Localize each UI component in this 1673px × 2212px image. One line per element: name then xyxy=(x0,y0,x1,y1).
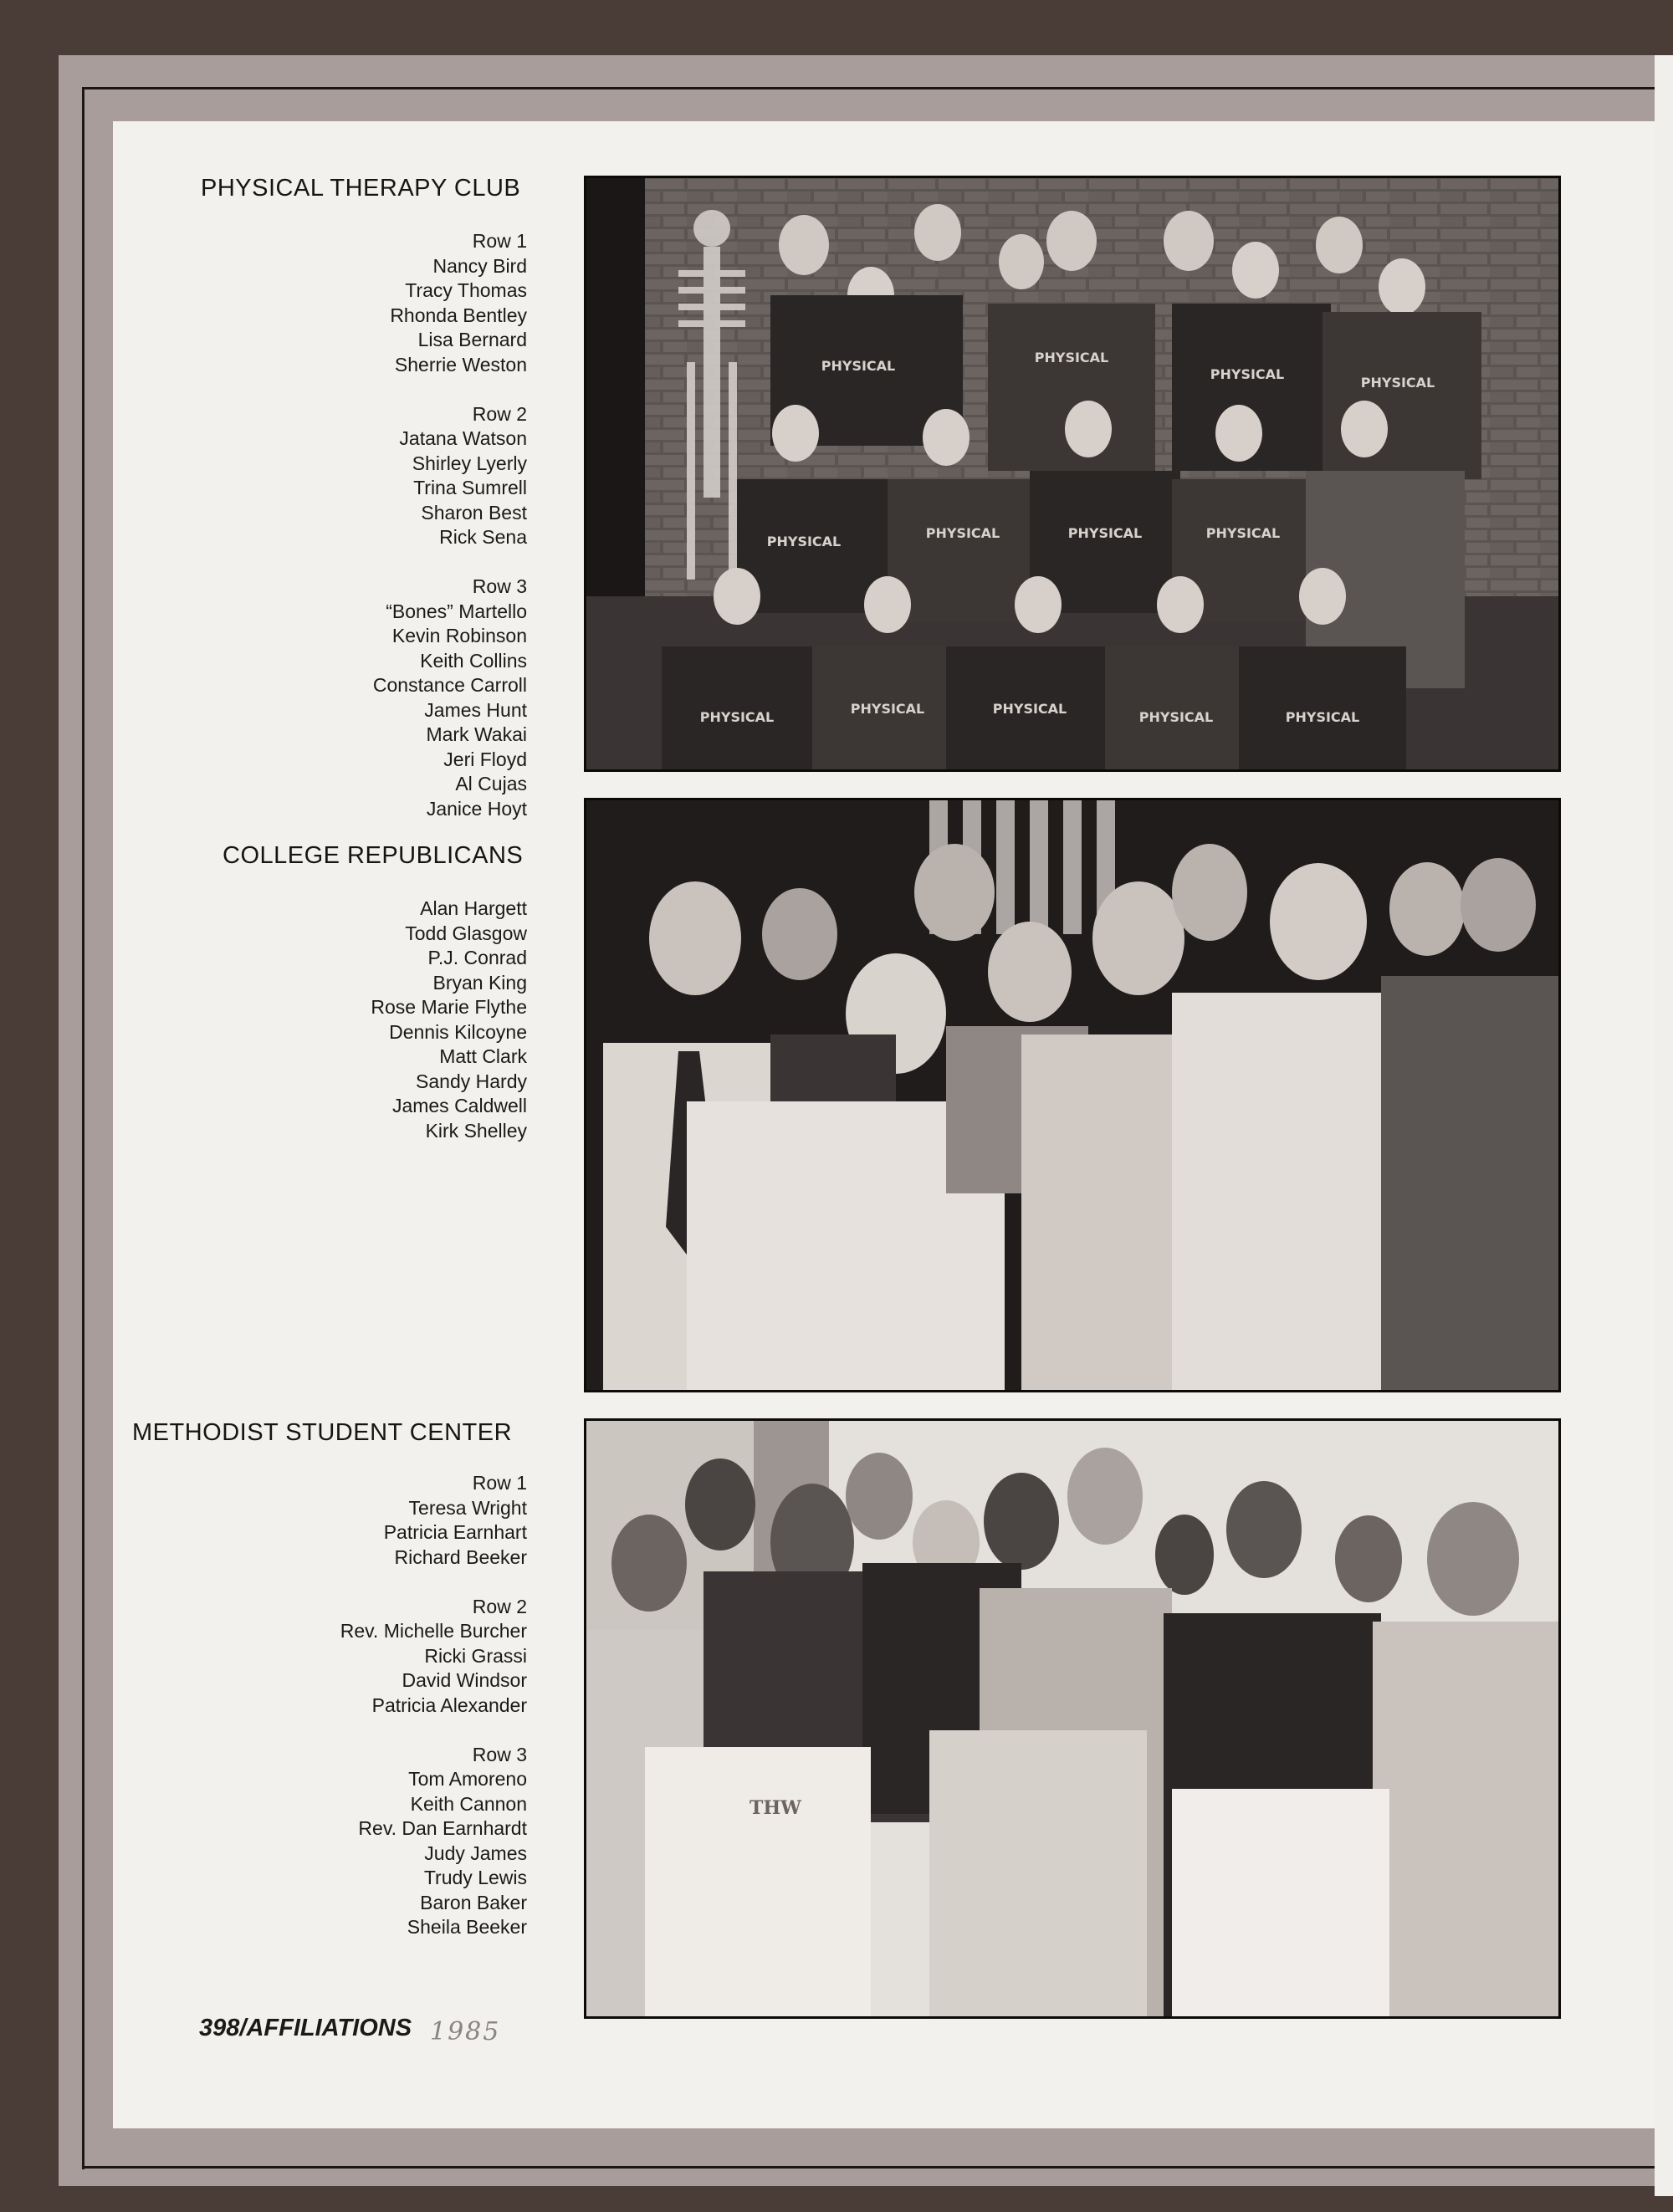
member-name: Sheila Beeker xyxy=(407,1916,527,1938)
caption-college-republicans xyxy=(371,897,527,1143)
shirt-print: PHYSICAL xyxy=(850,701,925,717)
shirt-print: PHYSICAL xyxy=(1285,709,1360,725)
member-name: Tracy Thomas xyxy=(405,279,527,301)
shirt-print: PHYSICAL xyxy=(1067,525,1143,541)
shirt-print: PHYSICAL xyxy=(766,534,842,549)
row-label: Row 2 xyxy=(472,1595,527,1617)
member-name: Constance Carroll xyxy=(372,674,527,696)
member-name: Rev. Dan Earnhardt xyxy=(358,1817,527,1839)
member-name: Todd Glasgow xyxy=(405,922,527,944)
member-name: Sharon Best xyxy=(421,501,527,524)
shirt-print: PHYSICAL xyxy=(821,358,896,374)
shirt-print: PHYSICAL xyxy=(1138,709,1214,725)
frame-rule-bottom xyxy=(82,2166,1655,2169)
member-name: “Bones” Martello xyxy=(386,600,527,622)
row-label: Row 2 xyxy=(472,402,527,425)
row-label: Row 3 xyxy=(472,1743,527,1765)
member-name: James Hunt xyxy=(424,698,527,721)
caption-physical-therapy xyxy=(373,229,527,821)
member-name: Sherrie Weston xyxy=(394,353,527,375)
row-label: Row 1 xyxy=(472,230,527,252)
member-name: Richard Beeker xyxy=(394,1545,527,1568)
member-name: Jatana Watson xyxy=(399,427,527,449)
member-name: Judy James xyxy=(424,1842,527,1864)
member-name: Baron Baker xyxy=(420,1891,527,1913)
member-name: Ricki Grassi xyxy=(424,1644,527,1667)
member-name: Janice Hoyt xyxy=(426,797,527,820)
member-name: Nancy Bird xyxy=(432,254,527,277)
shirt-print: PHYSICAL xyxy=(1034,350,1109,365)
member-name: Patricia Earnhart xyxy=(383,1521,527,1543)
member-name: Lisa Bernard xyxy=(417,329,527,350)
caption-methodist-student-center xyxy=(340,1471,527,1940)
member-name: Teresa Wright xyxy=(408,1496,527,1519)
row-label: Row 1 xyxy=(472,1472,527,1494)
photo-methodist-student-center xyxy=(584,1418,1561,2019)
member-name: Al Cujas xyxy=(455,773,527,794)
photo-college-republicans xyxy=(584,798,1561,1392)
shirt-print: PHYSICAL xyxy=(1205,525,1281,541)
member-name: Matt Clark xyxy=(439,1045,527,1067)
section-title-physical-therapy: PHYSICAL THERAPY CLUB xyxy=(201,175,521,202)
frame-rule-left xyxy=(82,87,84,2169)
member-name: Patricia Alexander xyxy=(371,1693,527,1716)
shirt-print: PHYSICAL xyxy=(925,525,1000,541)
page-footer-label: 398/AFFILIATIONS xyxy=(199,2015,412,2041)
member-name: P.J. Conrad xyxy=(427,947,527,968)
section-title-college-republicans: COLLEGE REPUBLICANS xyxy=(223,842,524,869)
paper-edge xyxy=(1655,55,1673,2196)
member-name: Shirley Lyerly xyxy=(412,452,527,474)
member-name: Rhonda Bentley xyxy=(390,304,527,326)
member-name: Jeri Floyd xyxy=(443,748,527,770)
shirt-print: PHYSICAL xyxy=(1210,366,1285,382)
member-name: Tom Amoreno xyxy=(408,1768,527,1790)
photo-physical-therapy-club xyxy=(584,176,1561,772)
member-name: Bryan King xyxy=(432,971,527,994)
member-name: Trina Sumrell xyxy=(413,477,527,498)
member-name: Rick Sena xyxy=(439,526,527,548)
member-name: Kevin Robinson xyxy=(391,625,527,646)
member-name: Kirk Shelley xyxy=(425,1119,527,1142)
section-title-methodist-student-center: METHODIST STUDENT CENTER xyxy=(132,1419,513,1446)
member-name: Alan Hargett xyxy=(420,897,527,919)
row-label: Row 3 xyxy=(472,575,527,597)
member-name: Trudy Lewis xyxy=(423,1867,527,1888)
shirt-print: THW xyxy=(750,1797,801,1819)
shirt-print: PHYSICAL xyxy=(1360,375,1435,391)
member-name: Mark Wakai xyxy=(426,723,527,745)
member-name: David Windsor xyxy=(402,1669,527,1691)
shirt-print: PHYSICAL xyxy=(992,701,1067,717)
handwritten-year-annotation: 1985 xyxy=(430,2017,501,2046)
member-name: Rose Marie Flythe xyxy=(371,996,527,1018)
member-name: Keith Collins xyxy=(420,649,527,672)
frame-rule-top xyxy=(82,87,1655,89)
member-name: Dennis Kilcoyne xyxy=(389,1020,527,1043)
member-name: Rev. Michelle Burcher xyxy=(340,1620,527,1642)
member-name: Keith Cannon xyxy=(410,1792,527,1815)
member-name: James Caldwell xyxy=(391,1095,527,1116)
shirt-print: PHYSICAL xyxy=(699,709,775,725)
member-name: Sandy Hardy xyxy=(416,1070,527,1092)
